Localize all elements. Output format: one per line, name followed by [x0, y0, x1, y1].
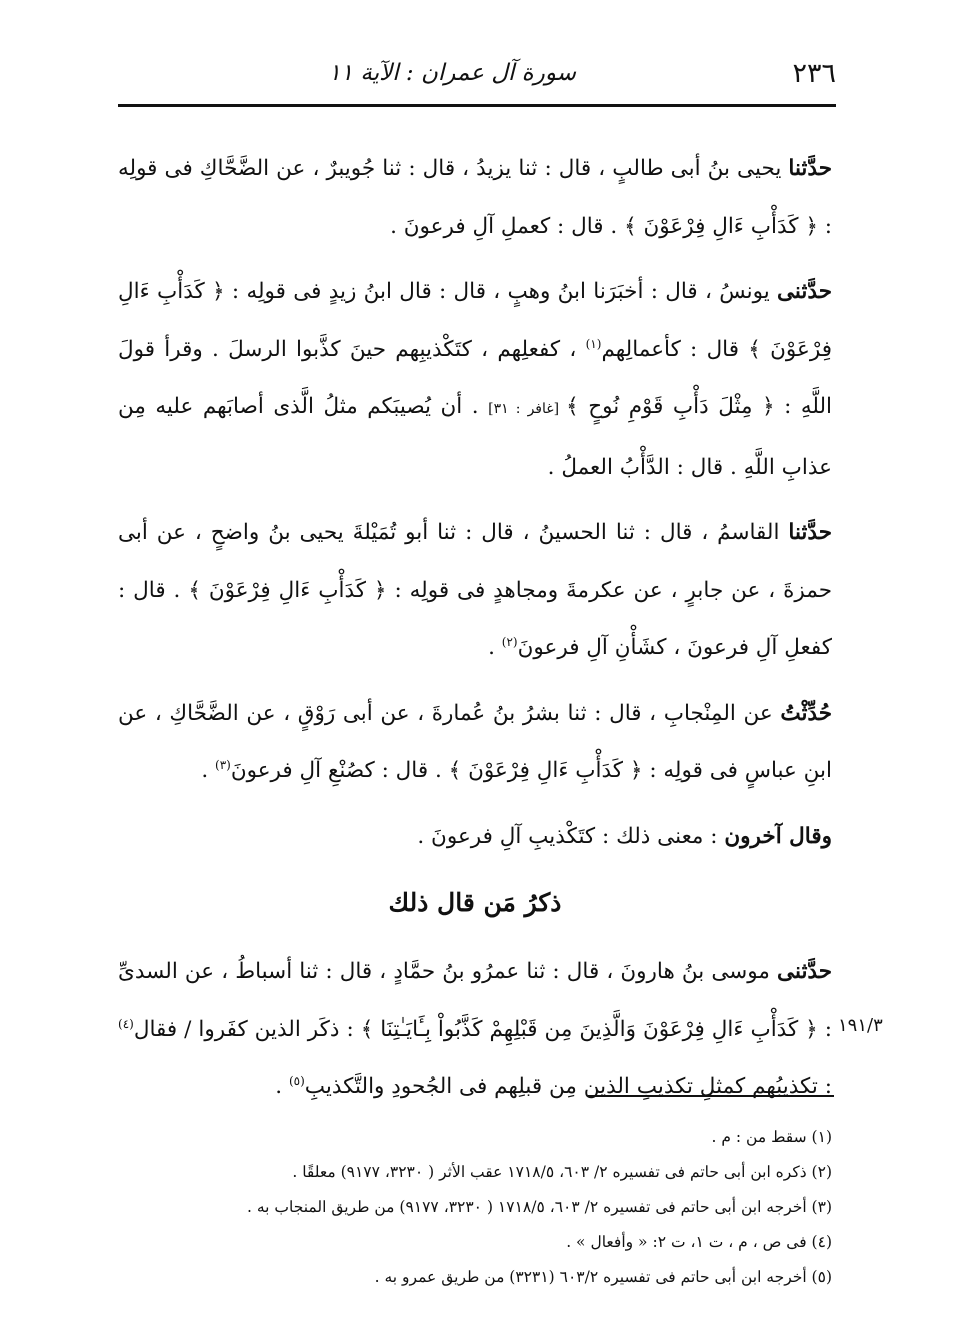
quran-quote: ﴿ كَدَأْبِ ءَالِ فِرْعَوْنَ ﴾ [118, 279, 833, 362]
paragraph-text: قال : كأعمالِهم [601, 336, 749, 362]
footnote-marker[interactable]: (٢) [501, 634, 518, 649]
margin-volume-page-note: ١٩١/٣ [838, 1015, 883, 1036]
footnote-separator [588, 1095, 834, 1097]
paragraph-4 [118, 685, 832, 800]
surah-reference: [غافر : ٣١] [488, 401, 567, 417]
running-title: سورة آل عمران : الآية ١١ [328, 60, 576, 86]
footnote-marker[interactable]: (٣) [215, 757, 231, 772]
paragraph-text: . قال : كفعلِ آلِ فرعونَ ، كشَأْنِ آلِ فرعونَ [118, 577, 832, 660]
paragraph-text: . [488, 635, 502, 660]
narration-lead: حدَّثنى [777, 959, 832, 984]
narration-lead: حدَّثنى [777, 279, 832, 304]
paragraph-text: . أن يُصيبَكم مثلُ الَّذى أصابَهم عليه مِن عذابِ اللَّهِ . قال : الدَّأْبُ العملُ . [118, 394, 832, 480]
paragraph-text: القاسمُ ، قال : ثنا الحسينُ ، قال : ثنا أبو تُمَيْلةَ يحيى بنُ واضحٍ ، عن أبى حمزةَ ، عن جابرٍ ، عن عكرمةَ ومجاهدٍ فى قولِه : [118, 520, 832, 603]
footnote-marker[interactable]: (٥) [288, 1073, 305, 1088]
footnote-5: (٥) أخرجه ابن أبى حاتم فى تفسيره ٦٠٣/٢ (٣٢٣١) من طريق عمرو به . [374, 1268, 832, 1286]
paragraph-text: يحيى بنُ أبى طالبٍ ، قال : ثنا يزيدُ ، قال : ثنا جُويبرٌ ، عن الضَّحَّاكِ فى قولِه : [118, 156, 832, 239]
paragraph-text: : معنى ذلك : كتَكْذيبِ آلِ فرعونَ . [417, 823, 725, 849]
main-text [118, 140, 832, 1124]
narration-lead: حدَّثنا [788, 156, 832, 181]
footnote-marker[interactable]: (١) [585, 336, 602, 351]
paragraph-text: ، كفعلِهم ، كتَكْذيبِهم حينَ كذَّبوا الرسلَ . وقرأ قولَ اللَّهِ : [118, 336, 832, 419]
paragraph-3 [118, 504, 832, 677]
narration-lead: حدَّثنا [788, 520, 832, 545]
quran-quote: ﴿ كَدَأْبِ ءَالِ فِرْعَوْنَ ﴾ [448, 758, 643, 783]
section-heading: ذكرُ مَن قال ذلك [388, 888, 562, 917]
paragraph-text: يونسُ ، قال : أخبَرَنا ابنُ وهبٍ ، قال : قال ابنُ زيدٍ فى قولِه : [224, 279, 778, 304]
quran-quote: ﴿ كَدَأْبِ ءَالِ فِرْعَوْنَ ﴾ [624, 213, 818, 239]
paragraph-text: . قال : كصُنْعِ آلِ فرعونَ [230, 758, 449, 783]
narration-lead: حُدِّثْتُ [780, 700, 832, 726]
paragraph-2 [118, 263, 832, 496]
paragraph-text: عن المِنْجابِ ، قال : ثنا بشرُ بنُ عُمارةَ ، عن أبى رَوْقٍ ، عن الضَّحَّاكِ ، عن ابنِ عباسٍ فى قولِه : [118, 700, 832, 783]
footnote-2: (٢) ذكره ابن أبى حاتم فى تفسيره ٢/ ٦٠٣، ١٧١٨/٥ عقب الأثر ( ٣٢٣٠، ٩١٧٧) معلقًا . [292, 1163, 832, 1181]
paragraph-text: . قال : كعملِ آلِ فرعونَ . [390, 213, 625, 239]
footnote-3: (٣) أخرجه ابن أبى حاتم فى تفسيره ٢/ ٦٠٣، ١٧١٨/٥ ( ٣٢٣٠، ٩١٧٧) من طريق المنجاب به . [247, 1198, 832, 1216]
paragraph-text: موسى بنُ هارونَ ، قال : ثنا عمرُو بنُ حمَّادٍ ، قال : ثنا أسباطُ ، عن السدىِّ : [118, 959, 833, 1042]
footnotes [124, 1120, 832, 1295]
paragraph-6 [118, 943, 832, 1116]
quran-quote: ﴿ كَدَأْبِ ءَالِ فِرْعَوْنَ وَالَّذِينَ مِن قَبْلِهِمْ كَذَّبُواْ بِـَٔايَـٰتِنَا ﴾ [360, 1016, 818, 1042]
paragraph-text: : ذكَر الذين كفَروا / فقال [133, 1016, 361, 1042]
quran-quote: ﴿ مِثْلَ دَأْبِ قَوْمِ نُوحٍ ﴾ [566, 394, 775, 419]
paragraph-5 [118, 808, 832, 866]
paragraph-1 [118, 140, 832, 255]
header-rule [118, 104, 836, 107]
footnote-4: (٤) فى ص ، م ، ت ١، ت ٢: « وأفعال » . [566, 1233, 832, 1251]
paragraph-text: : تكذيبُهم كمثلِ تكذيبِ الذين مِن قبلِهم فى الجُحودِ والتَّكذيبِ [304, 1074, 832, 1099]
footnote-1: (١) سقط من : م . [711, 1128, 832, 1146]
footnote-marker[interactable]: (٤) [118, 1016, 134, 1031]
quran-quote: ﴿ كَدَأْبِ ءَالِ فِرْعَوْنَ ﴾ [188, 577, 387, 603]
paragraph-text: . [201, 758, 215, 783]
page-number: ٢٣٦ [792, 58, 836, 89]
narration-lead: وقال آخرون [724, 823, 832, 849]
page-header [118, 58, 836, 98]
paragraph-text: . [275, 1074, 289, 1099]
